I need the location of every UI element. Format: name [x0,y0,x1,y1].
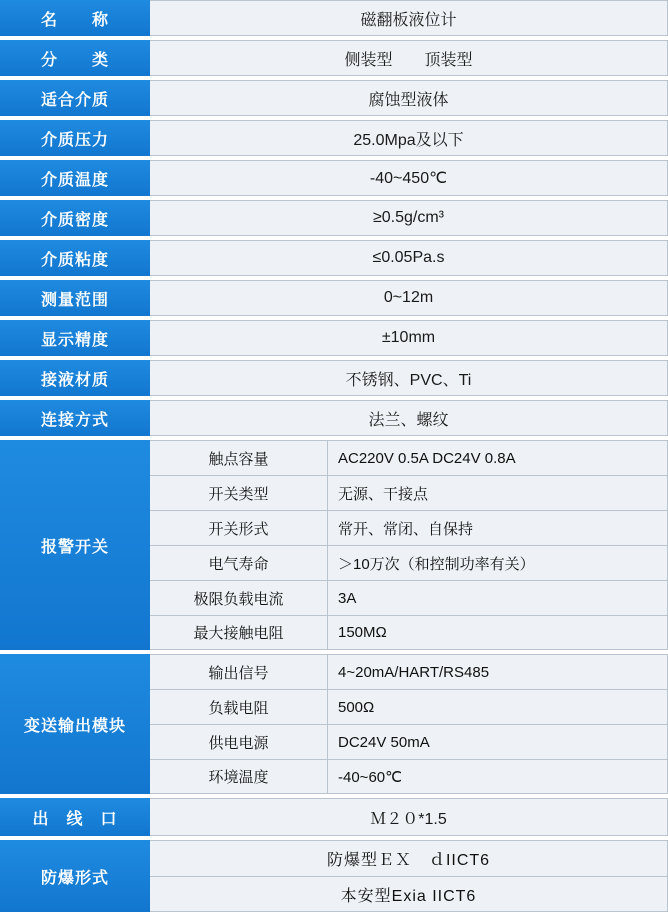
sub-row-value: -40~60℃ [328,759,668,794]
sub-row-label: 负载电阻 [150,689,328,724]
row-value: 腐蚀型液体 [150,80,668,116]
row-label: 分 类 [0,40,150,76]
table-row [0,200,668,236]
table-row [0,0,668,36]
sub-row-value: 常开、常闭、自保持 [328,510,668,545]
table-row [150,545,668,580]
sub-row-label: 输出信号 [150,654,328,689]
explosion-proof-line: 防爆型ＥＸ ｄIICT6 [150,840,668,876]
table-row [0,400,668,436]
sub-row-label: 供电电源 [150,724,328,759]
sub-row-value: 3A [328,580,668,615]
alarm-switch-label: 报警开关 [0,440,150,650]
table-row [0,360,668,396]
table-row [150,475,668,510]
row-value: -40~450℃ [150,160,668,196]
row-value-part: 侧装型 [344,51,393,69]
row-label: 测量范围 [0,280,150,316]
row-value: 25.0Mpa及以下 [150,120,668,156]
sub-row-value: ＞10万次（和控制功率有关） [328,545,668,580]
explosion-proof-line: 本安型Exia IICT6 [150,876,668,912]
table-row [0,160,668,196]
row-label: 连接方式 [0,400,150,436]
table-row [150,654,668,689]
sub-row-value: DC24V 50mA [328,724,668,759]
sub-row-value: 4~20mA/HART/RS485 [328,654,668,689]
sub-row-label: 开关类型 [150,475,328,510]
table-row [150,615,668,650]
sub-row-value: AC220V 0.5A DC24V 0.8A [328,440,668,475]
row-value: 0~12m [150,280,668,316]
row-label: 介质温度 [0,160,150,196]
row-label: 接液材质 [0,360,150,396]
sub-row-value: 无源、干接点 [328,475,668,510]
row-label: 介质密度 [0,200,150,236]
sub-row-value: 150MΩ [328,615,668,650]
table-row [150,510,668,545]
table-row [0,40,668,76]
table-row [0,80,668,116]
table-row [0,240,668,276]
table-row [0,120,668,156]
outlet-label: 出 线 口 [0,798,150,836]
row-value: ±10mm [150,320,668,356]
sub-row-label: 开关形式 [150,510,328,545]
sub-row-label: 最大接触电阻 [150,615,328,650]
table-row [0,280,668,316]
table-row [150,440,668,475]
row-label: 适合介质 [0,80,150,116]
alarm-switch-group [0,440,668,650]
row-value: 法兰、螺纹 [150,400,668,436]
table-row [0,320,668,356]
row-value [150,40,668,76]
row-label: 显示精度 [0,320,150,356]
row-label: 介质压力 [0,120,150,156]
table-row [150,759,668,794]
table-row [150,689,668,724]
table-row [150,580,668,615]
transmitter-module-group [0,654,668,794]
sub-row-label: 环境温度 [150,759,328,794]
row-value: 不锈钢、PVC、Ti [150,360,668,396]
row-value: 磁翻板液位计 [150,0,668,36]
row-value: ≤0.05Pa.s [150,240,668,276]
row-value-part: 顶装型 [424,51,473,69]
transmitter-module-label: 变送输出模块 [0,654,150,794]
row-label: 介质粘度 [0,240,150,276]
sub-row-value: 500Ω [328,689,668,724]
sub-row-label: 电气寿命 [150,545,328,580]
row-value: ≥0.5g/cm³ [150,200,668,236]
outlet-value: Ｍ２０*1.5 [150,798,668,836]
explosion-proof-label: 防爆形式 [0,840,150,912]
sub-row-label: 极限负载电流 [150,580,328,615]
table-row [150,724,668,759]
sub-row-label: 触点容量 [150,440,328,475]
outlet-row [0,798,668,836]
row-label: 名 称 [0,0,150,36]
explosion-proof-group [0,840,668,912]
